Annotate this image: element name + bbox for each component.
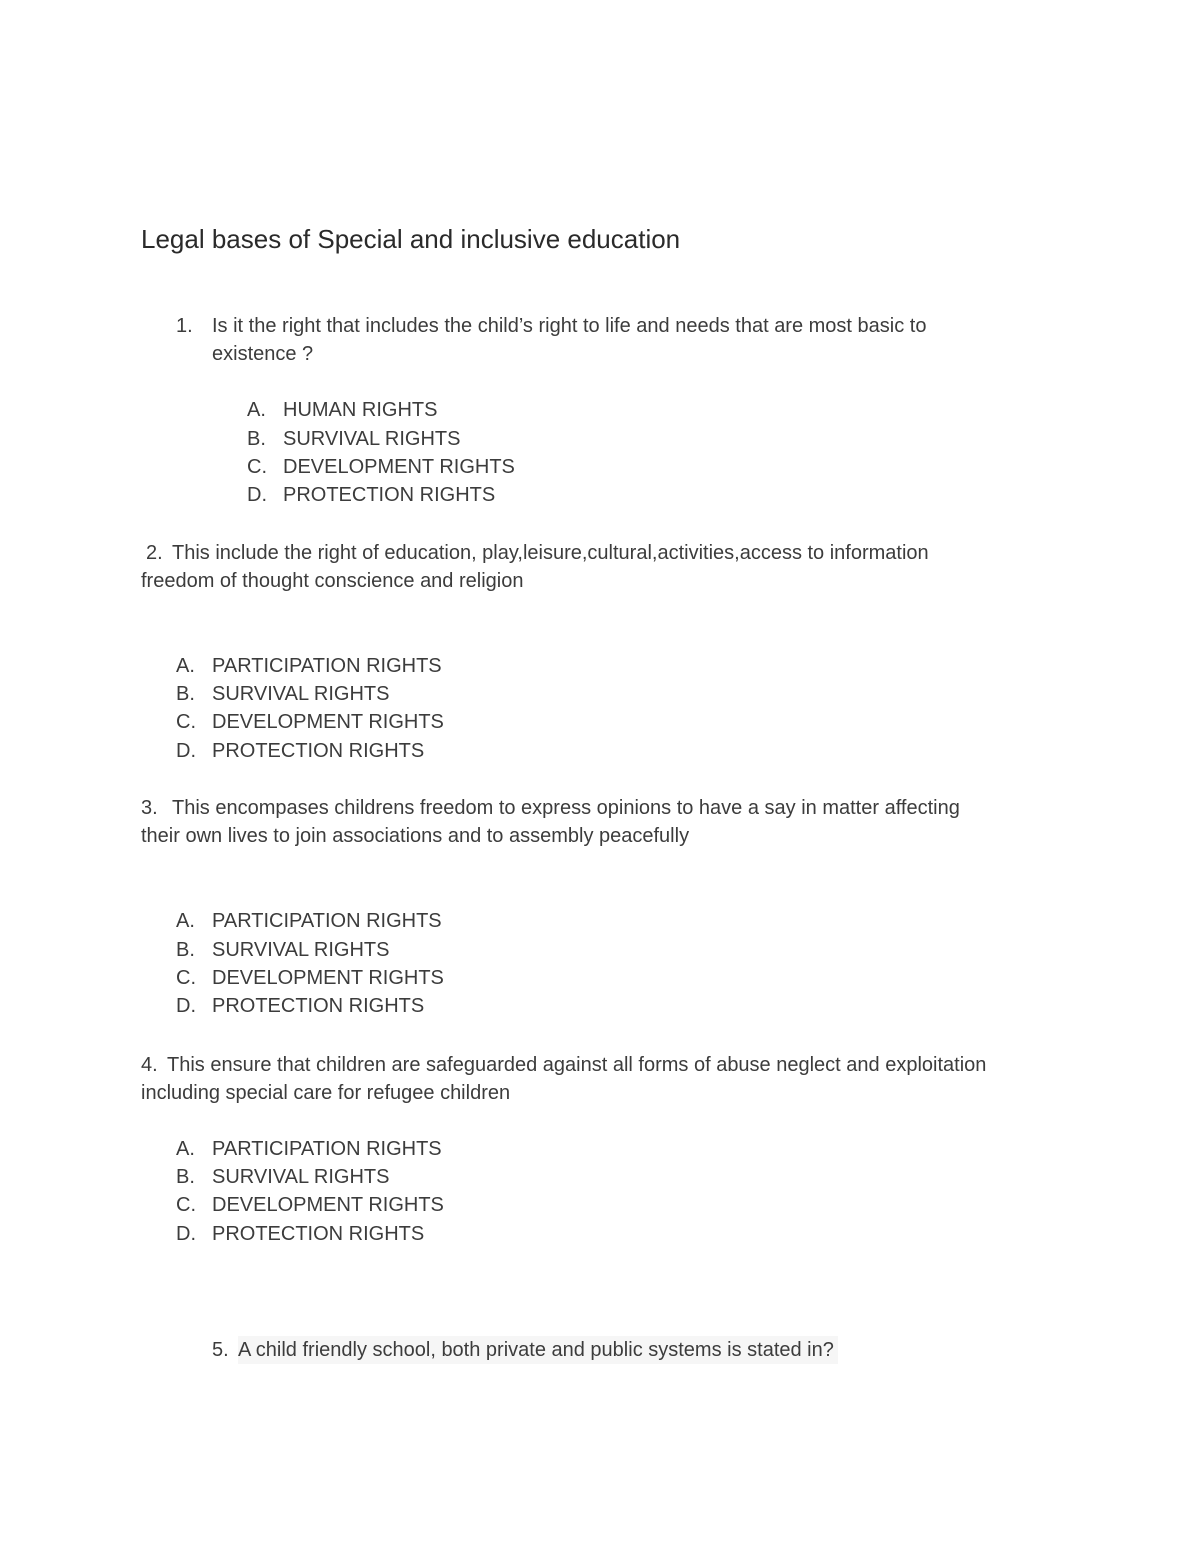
question-4-option-b: SURVIVAL RIGHTS <box>212 1166 390 1188</box>
question-1-line-1: Is it the right that includes the child’s right to life and needs that are most basic to <box>212 315 927 337</box>
question-3-option-c-letter: C. <box>176 967 196 989</box>
question-1-option-d: PROTECTION RIGHTS <box>283 484 496 506</box>
question-2-option-c: DEVELOPMENT RIGHTS <box>212 711 444 733</box>
question-4-number: 4. <box>141 1054 158 1076</box>
question-1-option-d-letter: D. <box>247 484 267 506</box>
question-3-line-2: their own lives to join associations and to assembly peacefully <box>141 825 690 847</box>
question-3-option-b: SURVIVAL RIGHTS <box>212 939 390 961</box>
question-2-option-c-letter: C. <box>176 711 196 733</box>
question-5-line-1: A child friendly school, both private and public systems is stated in? <box>238 1336 838 1364</box>
question-2-option-d: PROTECTION RIGHTS <box>212 740 425 762</box>
question-4-option-c: DEVELOPMENT RIGHTS <box>212 1194 444 1216</box>
question-4-option-d: PROTECTION RIGHTS <box>212 1223 425 1245</box>
question-2-option-a-letter: A. <box>176 655 195 677</box>
question-4-line-1: This ensure that children are safeguarded against all forms of abuse neglect and exploitation <box>167 1054 987 1076</box>
question-1-option-a: HUMAN RIGHTS <box>283 399 438 421</box>
question-4-option-b-letter: B. <box>176 1166 195 1188</box>
question-4-option-c-letter: C. <box>176 1194 196 1216</box>
question-3-option-d-letter: D. <box>176 995 196 1017</box>
question-1-option-b-letter: B. <box>247 428 266 450</box>
question-2-line-1: This include the right of education, play,leisure,cultural,activities,access to information <box>172 542 929 564</box>
question-3-line-1: This encompases childrens freedom to express opinions to have a say in matter affecting <box>172 797 960 819</box>
question-5-number: 5. <box>212 1339 229 1361</box>
question-3-number: 3. <box>141 797 158 819</box>
question-3-option-a: PARTICIPATION RIGHTS <box>212 910 442 932</box>
question-3-option-d: PROTECTION RIGHTS <box>212 995 425 1017</box>
question-2-option-d-letter: D. <box>176 740 196 762</box>
question-3-option-b-letter: B. <box>176 939 195 961</box>
question-2-line-2: freedom of thought conscience and religion <box>141 570 524 592</box>
question-1-option-c: DEVELOPMENT RIGHTS <box>283 456 515 478</box>
question-4-option-d-letter: D. <box>176 1223 196 1245</box>
question-1-option-b: SURVIVAL RIGHTS <box>283 428 461 450</box>
question-2-option-b: SURVIVAL RIGHTS <box>212 683 390 705</box>
question-1-option-a-letter: A. <box>247 399 266 421</box>
question-3-option-a-letter: A. <box>176 910 195 932</box>
question-2-number: 2. <box>146 542 163 564</box>
question-2-option-b-letter: B. <box>176 683 195 705</box>
question-4-option-a-letter: A. <box>176 1138 195 1160</box>
page-title: Legal bases of Special and inclusive education <box>141 224 681 254</box>
question-4-line-2: including special care for refugee children <box>141 1082 511 1104</box>
question-4-option-a: PARTICIPATION RIGHTS <box>212 1138 442 1160</box>
question-1-option-c-letter: C. <box>247 456 267 478</box>
question-3-option-c: DEVELOPMENT RIGHTS <box>212 967 444 989</box>
question-1-number: 1. <box>176 315 193 337</box>
question-1-line-2: existence ? <box>212 343 314 365</box>
question-2-option-a: PARTICIPATION RIGHTS <box>212 655 442 677</box>
